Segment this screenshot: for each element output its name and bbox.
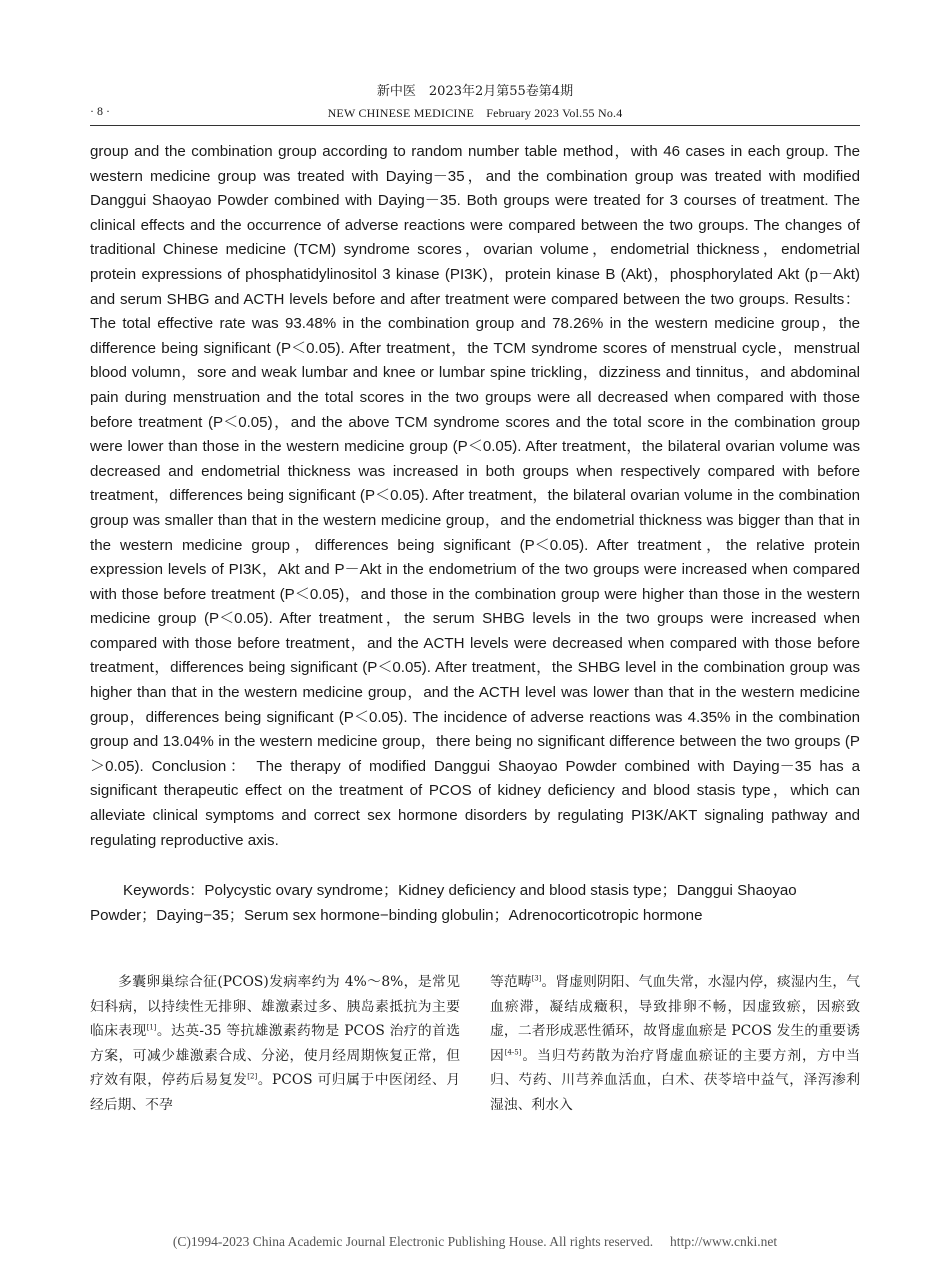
running-header bbox=[0, 104, 950, 122]
right-text-2: 。肾虚则阴阳、气血失常，水湿内停，痰湿内生，气血瘀滞，凝结成癥积，导致排卵不畅，因虚致瘀，因瘀致虚，二者形成恶性循环，故肾虚血瘀是 PCOS 发生的重要诱因 bbox=[490, 974, 861, 1064]
citation-2: [2] bbox=[247, 1072, 258, 1081]
header-rule bbox=[90, 125, 860, 126]
body-column-left bbox=[90, 970, 460, 1118]
keywords bbox=[90, 878, 860, 928]
copyright-footer: (C)1994-2023 China Academic Journal Electronic Publishing House. All rights reserved. http://www.cnki.net bbox=[172, 1234, 778, 1249]
body-column-right bbox=[490, 970, 860, 1118]
results-label: Results： bbox=[793, 290, 860, 308]
left-text-2: 。达英-35 等抗雄激素药物是 PCOS 治疗的首选方案，可减少雄激素合成、分泌，使月经周期恢复正常，但疗效有限，停药后易复发 bbox=[90, 1023, 460, 1089]
journal-title-en: NEW CHINESE MEDICINE February 2023 Vol.55 No.4 bbox=[327, 106, 623, 120]
results-text: The total effective rate was 93.48% in the combination group and 78.26% in the western medicine group，the difference being significant (P＜0.05). After treatment，the TCM syndrome scores of menstrual cycle，menstrual blood volumn，sore and weak lumbar and knee or lumbar spine trickling，dizziness and tinnitus，and abdominal pain during menstruation and the total scores in the two groups were all decreased when compared with those before treatment (P＜0.05)，and the above TCM syndrome scores and the total score in the combination group were lower than those in the western medicine group (P＜0.05). After treatment，the bilateral ovarian volume was decreased and endometrial thickness was increased in both groups when respectively compared with before treatment，differences being significant (P＜0.05). After treatment，the bilateral ovarian volume in the combination group was smaller than that in the western medicine group，and the endometrial thickness was bigger than that in the western medicine group，differences being significant (P＜0.05). After treatment，the relative protein expression levels of PI3K，Akt and P－Akt in the endometrium of the two groups were increased when compared with those before treatment (P＜0.05)，and those in the combination group were higher than those in the western medicine group (P＜0.05). After treatment，the serum SHBG levels in the two groups were increased when compared with those before treatment，and the ACTH levels were decreased when compared with those before treatment，differences being significant (P＜0.05). After treatment，the SHBG level in the combination group was higher than that in the western medicine group，and the ACTH level was lower than that in the western medicine group，differences being significant (P＜0.05). The incidence of adverse reactions was 4.35% in the combination group and 13.04% in the western medicine group，there being no significant difference between the two groups (P＞0.05). bbox=[90, 315, 860, 775]
conclusion-text: The therapy of modified Danggui Shaoyao Powder combined with Daying－35 has a significant therapeutic effect on the treatment of PCOS of kidney deficiency and blood stasis type，which can alleviate clinical symptoms and correct sex hormone disorders by regulating PI3K/AKT signaling pathway and regulating reproductive axis. bbox=[90, 757, 860, 849]
citation-1: [1] bbox=[146, 1023, 157, 1032]
journal-title-cn: 新中医 2023年2月第55卷第4期 bbox=[376, 84, 574, 99]
right-text-3: 。当归芍药散为治疗肾虚血瘀证的主要方剂，方中当归、芍药、川芎养血活血，白术、茯苓培中益气，泽泻渗利湿浊、利水入 bbox=[490, 1047, 861, 1113]
keywords-text: Polycystic ovary syndrome；Kidney deficiency and blood stasis type；Danggui Shaoyao Powder；Daying−35；Serum sex hormone−binding globulin；Adrenocorticotropic hormone bbox=[90, 882, 797, 924]
right-text-1: 等范畴 bbox=[490, 974, 532, 990]
page-number: · 8 · bbox=[90, 104, 110, 118]
keywords-label: Keywords： bbox=[123, 882, 205, 899]
citation-3: [3] bbox=[531, 974, 542, 983]
abstract-en bbox=[90, 140, 860, 853]
abstract-methods-text: group and the combination group according to random number table method，with 46 cases in each group. The western medicine group was treated with Daying－35，and the combination group was treated with modified Danggui Shaoyao Powder combined with Daying－35. Both groups were treated for 3 courses of treatment. The clinical effects and the occurrence of adverse reactions were compared between the two groups. The changes of traditional Chinese medicine (TCM) syndrome scores，ovarian volume，endometrial thickness，endometrial protein expressions of phosphatidylinositol 3 kinase (PI3K)，protein kinase B (Akt)，phosphorylated Akt (p－Akt) and serum SHBG and ACTH levels before and after treatment were compared between the two groups. bbox=[90, 143, 860, 308]
left-text-1: 多囊卵巢综合征(PCOS)发病率约为 4%～8%，是常见妇科病，以持续性无排卵、雄激素过多、胰岛素抵抗为主要临床表现 bbox=[90, 974, 460, 1040]
citation-4: [4-5] bbox=[504, 1048, 522, 1057]
conclusion-label: Conclusion： bbox=[151, 757, 249, 775]
left-text-3: 。PCOS 可归属于中医闭经、月经后期、不孕 bbox=[90, 1072, 460, 1113]
